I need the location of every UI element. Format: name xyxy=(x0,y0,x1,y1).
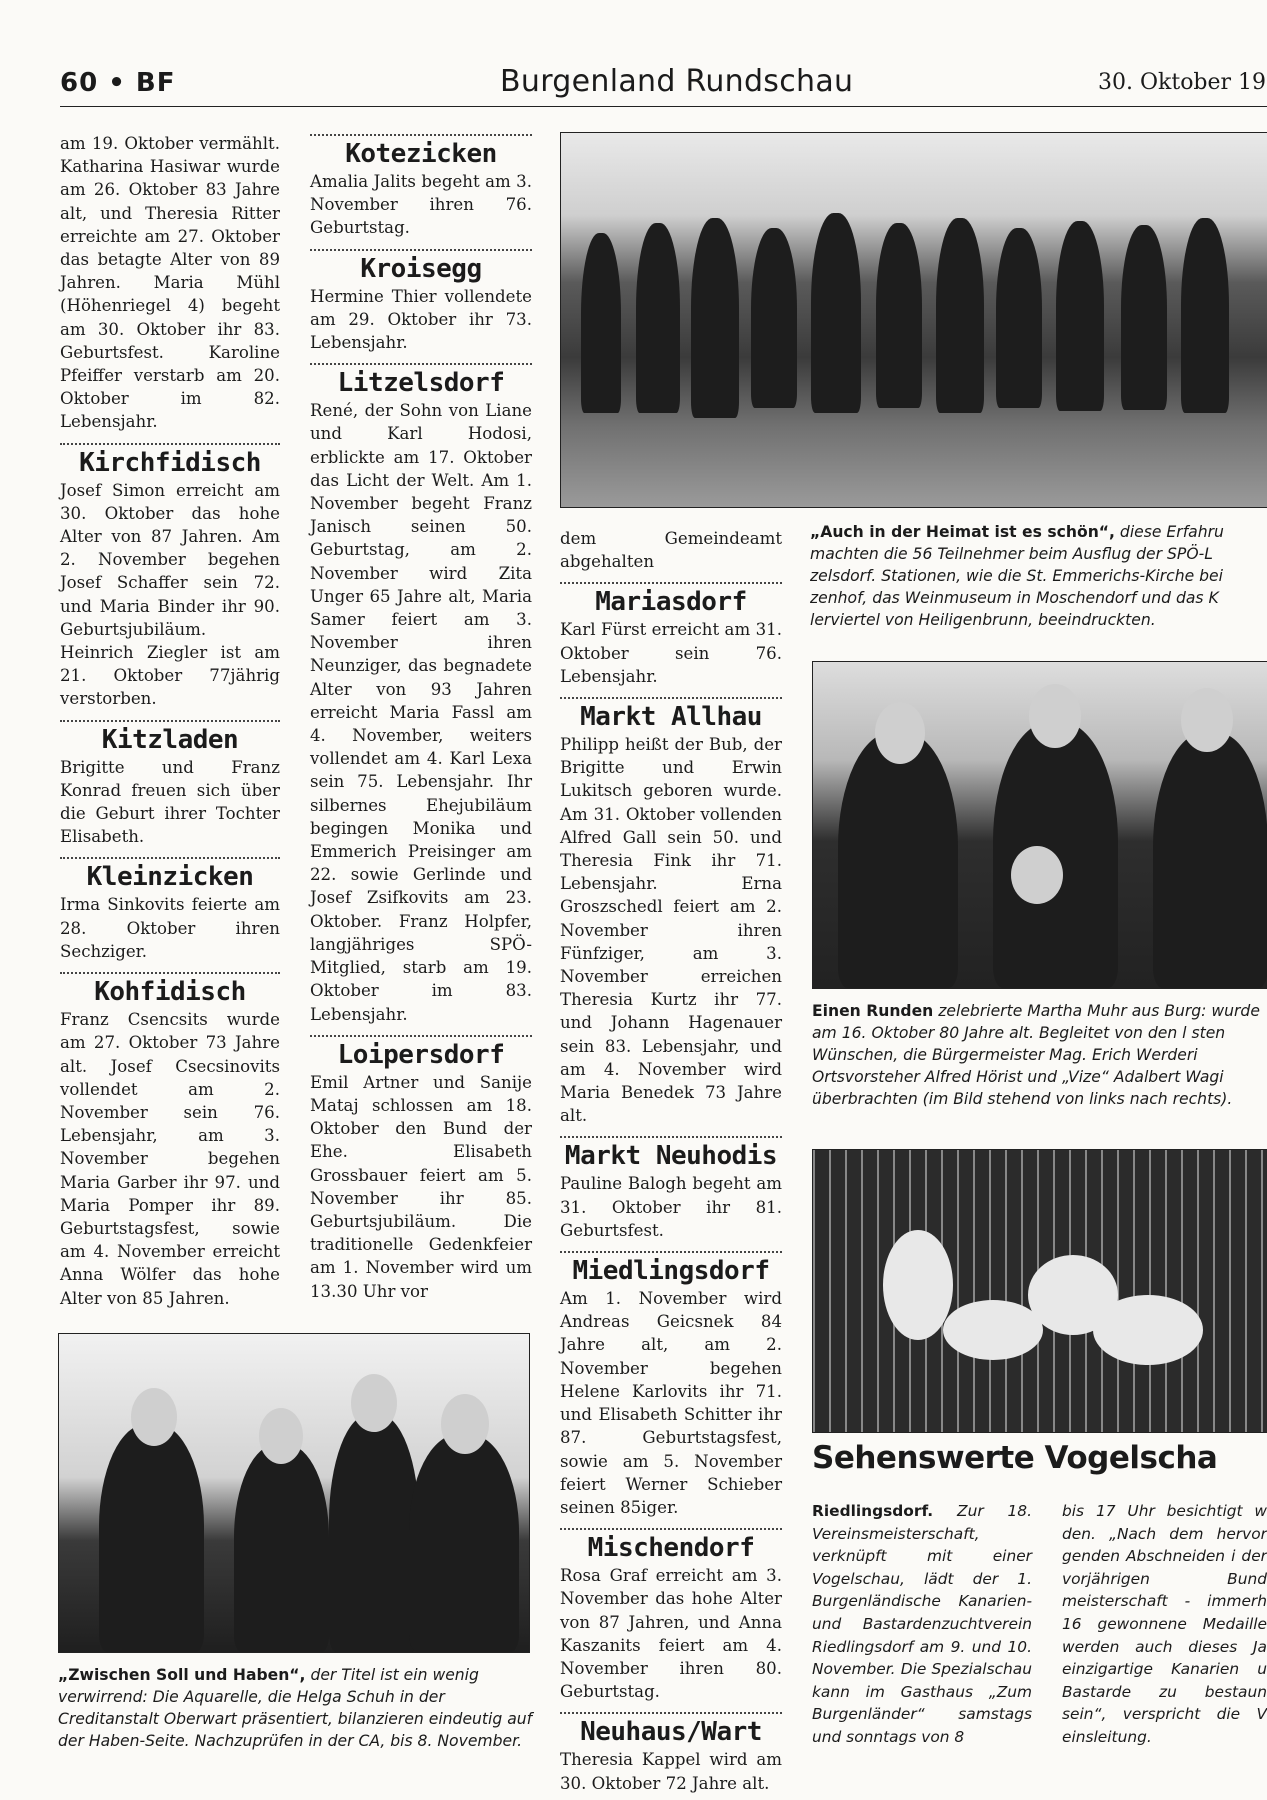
person-face xyxy=(1011,846,1063,904)
vogelschau-body: bis 17 Uhr besichtigt w den. „Nach dem hervor genden Abschneiden i der vorjährigen Bund meisterschaft - immerh 16 gewonnene Medaille werden auch dieses Ja einzigartige Kanarien u Bastarde zu bestaun sein“, verspricht die V einsleitung. xyxy=(1062,1502,1267,1746)
caption-lead: Einen Runden xyxy=(812,1002,934,1020)
person-figure xyxy=(996,228,1042,408)
text-litzelsdorf: René, der Sohn von Liane und Karl Hodosi, erblickte am 17. Oktober das Licht der Welt. Am 1. November begeht Franz Janisch seinen 50. Geburtstag, am 2. November wird Zita Unger 65 Jahre alt, Maria Samer feiert am 3. November ihren Neunziger, das begnadete Alter von 93 Jahren erreicht Maria Fassl am 4. November, weiters vollendet am 4. Karl Lexa sein 75. Lebensjahr. Ihr silbernes Ehejubiläum begingen Monika und Emmerich Preisinger am 22. sowie Gerlinde und Josef Zsifkovits am 23. Oktober. Franz Holpfer, langjähriges SPÖ-Mitglied, starb am 19. Oktober im 83. Lebensjahr. xyxy=(310,401,532,1024)
caption-text: der Titel ist ein wenig verwirrend: Die Aquarelle, die Helga Schuh in der Creditanstalt Oberwart präsentiert, bilanzieren eindeutig auf der Haben-Seite. Nachzuprüfen in der CA, bis 8. November. xyxy=(58,1666,533,1750)
divider xyxy=(560,1136,782,1138)
heading-kohfidisch: Kohfidisch xyxy=(94,977,246,1008)
caption-text: zelebrierte Martha Muhr aus Burg: wurde am 16. Oktober 80 Jahre alt. Begleitet von den l sten Wünschen, die Bürgermeister Mag. Erich Werderi Ortsvorsteher Alfred Hörist und „Vize“ Adalbert Wagi überbrachten (im Bild stehend von links nach rechts). xyxy=(812,1002,1260,1108)
person-figure xyxy=(1121,225,1167,410)
text-kirchfidisch: Josef Simon erreicht am 30. Oktober das hohe Alter von 87 Jahren. Am 2. November begehen Josef Schaffer sein 72. und Maria Binder ihr 90. Geburtsjubiläum. Heinrich Ziegler ist am 21. Oktober 77jährig verstorben. xyxy=(60,480,280,709)
heading-markt-allhau: Markt Allhau xyxy=(580,702,762,733)
person-face xyxy=(259,1408,303,1464)
heading-loipersdorf: Loipersdorf xyxy=(337,1039,505,1070)
person-face xyxy=(131,1388,177,1446)
person-figure xyxy=(636,223,680,413)
person-figure xyxy=(811,213,861,413)
text-mariasdorf: Karl Fürst erreicht am 31. Oktober sein 76. Lebensjahr. xyxy=(560,620,782,686)
column-1 xyxy=(60,132,280,1310)
text-markt-neuhodis: Pauline Balogh begeht am 31. Oktober ihr 81. Geburtsfest. xyxy=(560,1174,782,1240)
text-kotezicken: Amalia Jalits begeht am 3. November ihren 76. Geburtstag. xyxy=(310,172,532,238)
person-face xyxy=(441,1394,489,1454)
person-figure xyxy=(876,223,922,408)
text-kroisegg: Hermine Thier vollendete am 29. Oktober ihr 73. Lebensjahr. xyxy=(310,286,532,353)
heading-kleinzicken: Kleinzicken xyxy=(86,862,254,893)
person-figure xyxy=(691,218,739,418)
person-face xyxy=(875,702,925,764)
heading-miedlingsdorf: Miedlingsdorf xyxy=(572,1256,770,1287)
divider xyxy=(60,972,280,974)
caption-birthday-photo xyxy=(812,1000,1267,1110)
person-face xyxy=(1181,688,1233,752)
heading-kitzladen: Kitzladen xyxy=(101,724,239,755)
col1-intro: am 19. Oktober vermählt. Katharina Hasiwar wurde am 26. Oktober 83 Jahre alt, und Theresia Ritter erreichte am 27. Oktober das betagte Alter von 89 Jahren. Maria Mühl (Höhenriegel 4) begeht am 30. Oktober ihr 83. Geburtsfest. Karoline Pfeiffer verstarb am 20. Oktober im 82. Lebensjahr. xyxy=(60,134,280,432)
vogelschau-headline: Sehenswerte Vogelscha xyxy=(812,1440,1218,1476)
exhibition-photo xyxy=(58,1333,530,1653)
caption-lead: „Zwischen Soll und Haben“, xyxy=(58,1666,306,1684)
divider xyxy=(310,1035,532,1037)
divider xyxy=(60,720,280,722)
vogelschau-text-1 xyxy=(812,1500,1032,1749)
divider xyxy=(310,134,532,136)
person-figure xyxy=(936,218,984,413)
column-2 xyxy=(310,128,532,1303)
divider xyxy=(560,1712,782,1714)
person-figure xyxy=(1153,732,1267,988)
caption-lead: „Auch in der Heimat ist es schön“, xyxy=(810,523,1115,541)
person-figure xyxy=(838,732,958,988)
caption-text: diese Erfahru machten die 56 Teilnehmer beim Ausflug der SPÖ-L zelsdorf. Stationen, wie die St. Emmerichs-Kirche bei zenhof, das Weinmuseum in Moschendorf und das K lerviertel von Heiligenbrunn, beeindruckten. xyxy=(810,523,1224,629)
page-number: 60 • BF xyxy=(60,68,176,98)
person-figure xyxy=(234,1444,329,1652)
heading-markt-neuhodis: Markt Neuhodis xyxy=(564,1141,778,1172)
text-mischendorf: Rosa Graf erreicht am 3. November das hohe Alter von 87 Jahren, und Anna Kaszanits feiert am 4. November ihren 80. Geburtstag. xyxy=(560,1566,782,1702)
person-figure xyxy=(581,233,621,413)
person-face xyxy=(351,1374,397,1432)
heading-kirchfidisch: Kirchfidisch xyxy=(79,447,261,478)
divider xyxy=(60,857,280,859)
text-markt-allhau: Philipp heißt der Bub, der Brigitte und Erwin Lukitsch geboren wurde. Am 31. Oktober vollenden Alfred Gall sein 50. und Theresia Fink ihr 71. Lebensjahr. Erna Groszschedl feiert am 2. November ihren Fünfziger, am 3. November erreichen Theresia Kurtz ihr 77. und Johann Hagenauer sein 83. Lebensjahr, und am 4. November wird Maria Benedek 73 Jahre alt. xyxy=(560,735,782,1126)
text-kitzladen: Brigitte und Franz Konrad freuen sich über die Geburt ihrer Tochter Elisabeth. xyxy=(60,757,280,847)
text-neuhaus-wart: Theresia Kappel wird am 30. Oktober 72 Jahre alt. xyxy=(560,1750,782,1793)
page-header xyxy=(60,62,1267,107)
vogelschau-body: Zur 18. Vereinsmeisterschaft, verknüpft mit einer Vogelschau, lädt der 1. Burgenländische Kanarien- und Bastardenzuchtverein Riedlingsdorf am 9. und 10. November. Die Spezialschau kann im Gasthaus „Zum Burgenländer“ samstags und sonntags von 8 xyxy=(812,1502,1032,1746)
bird-figure xyxy=(883,1230,953,1340)
divider xyxy=(310,249,532,251)
caption-group-photo xyxy=(810,521,1267,631)
person-figure xyxy=(329,1414,419,1652)
heading-neuhaus-wart: Neuhaus/Wart xyxy=(580,1717,762,1748)
divider xyxy=(310,363,532,365)
heading-kroisegg: Kroisegg xyxy=(360,253,482,284)
text-miedlingsdorf: Am 1. November wird Andreas Geicsnek 84 Jahre alt, am 2. November begehen Helene Karlovits ihr 71. und Elisabeth Schitter ihr 87. Geburtstagsfest, sowie am 5. November feiert Werner Schieber seinen 85iger. xyxy=(560,1289,782,1517)
vogelschau-text-2 xyxy=(1062,1500,1267,1749)
heading-mariasdorf: Mariasdorf xyxy=(595,587,747,618)
caption-exhibition-photo xyxy=(58,1664,534,1752)
bird-figure xyxy=(1093,1295,1203,1365)
issue-date: 30. Oktober 19 xyxy=(1098,70,1267,95)
heading-litzelsdorf: Litzelsdorf xyxy=(337,368,505,399)
text-kleinzicken: Irma Sinkovits feierte am 28. Oktober ihren Sechziger. xyxy=(60,895,280,961)
bird-figure xyxy=(943,1300,1043,1360)
text-loipersdorf: Emil Artner und Sanije Mataj schlossen am 18. Oktober den Bund der Ehe. Elisabeth Grossbauer feiert am 5. November ihr 85. Geburtsjubiläum. Die traditionelle Gedenkfeier am 1. November wird um 13.30 Uhr vor xyxy=(310,1072,532,1301)
person-figure xyxy=(1056,221,1104,411)
divider xyxy=(560,1251,782,1253)
person-face xyxy=(1029,684,1081,748)
group-photo xyxy=(560,132,1267,508)
divider xyxy=(560,582,782,584)
divider xyxy=(560,697,782,699)
birdcage-photo xyxy=(812,1149,1267,1433)
person-figure xyxy=(409,1434,519,1652)
col3-intro: dem Gemeindeamt abgehalten xyxy=(560,529,782,572)
person-figure xyxy=(99,1424,204,1652)
person-figure xyxy=(751,228,797,408)
birthday-photo xyxy=(812,661,1267,989)
text-kohfidisch: Franz Csencsits wurde am 27. Oktober 73 Jahre alt. Josef Csecsinovits vollendet am 2. November sein 76. Lebensjahr, am 3. November begehen Maria Garber ihr 97. und Maria Pomper ihr 89. Geburtstagsfest, sowie am 4. November erreicht Anna Wölfer das hohe Alter von 85 Jahren. xyxy=(60,1010,280,1308)
column-3 xyxy=(560,527,782,1795)
divider xyxy=(560,1528,782,1530)
divider xyxy=(60,443,280,445)
newspaper-title: Burgenland Rundschau xyxy=(500,64,854,99)
person-figure xyxy=(1181,218,1229,413)
heading-mischendorf: Mischendorf xyxy=(587,1533,755,1564)
heading-kotezicken: Kotezicken xyxy=(345,139,497,169)
vogelschau-place: Riedlingsdorf. xyxy=(812,1502,934,1520)
